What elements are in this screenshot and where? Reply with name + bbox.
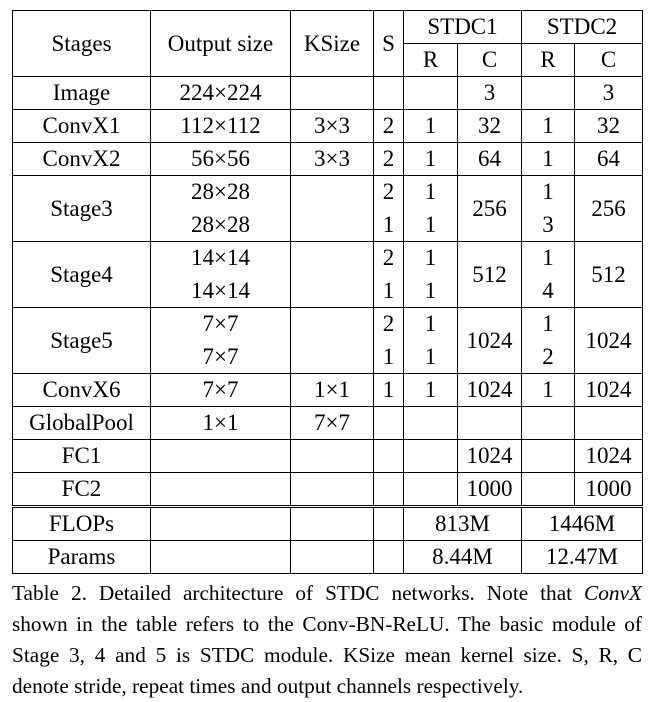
header-s: S — [374, 11, 404, 77]
c2-cell: 3 — [575, 77, 643, 110]
r1-cell — [404, 176, 458, 242]
r2-value: 4 — [542, 277, 554, 303]
header-c-stdc2: C — [575, 44, 643, 77]
output-value: 7×7 — [202, 311, 239, 336]
c2-cell: 256 — [575, 176, 643, 242]
stage-cell: ConvX2 — [13, 143, 151, 176]
r1-value: 1 — [424, 343, 437, 369]
c1-cell: 1000 — [458, 473, 522, 507]
stage-cell: FC2 — [13, 473, 151, 507]
output-cell — [151, 507, 291, 541]
r2-cell — [522, 473, 575, 507]
c2-cell: 1024 — [575, 440, 643, 473]
table-row — [13, 242, 643, 308]
c2-cell: 64 — [575, 143, 643, 176]
output-value: 14×14 — [191, 277, 250, 303]
output-value: 14×14 — [191, 245, 250, 270]
output-cell — [151, 440, 291, 473]
output-cell: 224×224 — [151, 77, 291, 110]
caption-text: Table 2. Detailed architecture of STDC networks. Note that — [12, 581, 585, 605]
table-row — [13, 77, 643, 110]
c2-cell: 1024 — [575, 308, 643, 374]
s-value: 2 — [382, 245, 395, 270]
ksize-cell — [291, 242, 374, 308]
r1-value: 1 — [424, 179, 437, 204]
header-row — [13, 11, 643, 44]
r2-value: 1 — [542, 245, 554, 270]
r1-value: 1 — [424, 211, 437, 237]
table-caption — [12, 578, 642, 702]
r1-cell: 1 — [404, 110, 458, 143]
stage-cell: Stage5 — [13, 308, 151, 374]
c1-cell: 1024 — [458, 374, 522, 407]
ksize-cell — [291, 541, 374, 574]
output-cell: 56×56 — [151, 143, 291, 176]
r2-cell — [522, 242, 575, 308]
r1-cell — [404, 77, 458, 110]
table-row — [13, 507, 643, 541]
stdc1-flops-cell: 813M — [404, 507, 522, 541]
c1-cell: 256 — [458, 176, 522, 242]
stdc2-params-cell: 12.47M — [522, 541, 643, 574]
s-cell — [374, 176, 404, 242]
ksize-cell — [291, 77, 374, 110]
s-value: 1 — [382, 277, 395, 303]
output-cell — [151, 473, 291, 507]
c1-cell: 1024 — [458, 308, 522, 374]
output-value: 28×28 — [191, 179, 250, 204]
r2-cell — [522, 407, 575, 440]
header-stages: Stages — [13, 11, 151, 77]
ksize-cell: 3×3 — [291, 143, 374, 176]
s-cell — [374, 242, 404, 308]
stage-cell: GlobalPool — [13, 407, 151, 440]
header-stdc2: STDC2 — [522, 11, 643, 44]
ksize-cell: 3×3 — [291, 110, 374, 143]
c1-cell: 32 — [458, 110, 522, 143]
figure — [12, 10, 642, 702]
output-cell — [151, 541, 291, 574]
ksize-cell — [291, 440, 374, 473]
c1-cell: 1024 — [458, 440, 522, 473]
table-row — [13, 110, 643, 143]
s-cell: 2 — [374, 110, 404, 143]
caption-text: shown in the table refers to the Conv-BN-ReLU. The basic module of Stage 3, 4 and 5 is STDC module. KSize mean kernel size. S, R, C denote stride, repeat times and output channels respectively. — [12, 612, 642, 698]
ksize-cell: 7×7 — [291, 407, 374, 440]
r1-cell — [404, 473, 458, 507]
s-cell — [374, 541, 404, 574]
r1-cell — [404, 308, 458, 374]
c1-cell: 64 — [458, 143, 522, 176]
ksize-cell — [291, 507, 374, 541]
output-cell — [151, 308, 291, 374]
r2-value: 2 — [542, 343, 554, 369]
table-row — [13, 440, 643, 473]
s-cell — [374, 440, 404, 473]
r1-cell — [404, 242, 458, 308]
table-row — [13, 407, 643, 440]
header-r-stdc2: R — [522, 44, 575, 77]
ksize-cell — [291, 176, 374, 242]
r2-value: 1 — [542, 179, 554, 204]
stage-cell: Stage4 — [13, 242, 151, 308]
c1-cell — [458, 407, 522, 440]
stage-cell: ConvX6 — [13, 374, 151, 407]
r2-cell: 1 — [522, 110, 575, 143]
s-cell — [374, 407, 404, 440]
s-cell — [374, 308, 404, 374]
c2-cell: 32 — [575, 110, 643, 143]
s-cell — [374, 473, 404, 507]
header-stdc1: STDC1 — [404, 11, 522, 44]
output-cell: 7×7 — [151, 374, 291, 407]
ksize-cell — [291, 308, 374, 374]
c1-cell: 512 — [458, 242, 522, 308]
header-c-stdc1: C — [458, 44, 522, 77]
r2-cell: 1 — [522, 143, 575, 176]
ksize-cell — [291, 473, 374, 507]
s-cell — [374, 507, 404, 541]
header-ksize: KSize — [291, 11, 374, 77]
header-r-stdc1: R — [404, 44, 458, 77]
c2-cell: 1024 — [575, 374, 643, 407]
r1-cell — [404, 407, 458, 440]
output-cell — [151, 242, 291, 308]
c1-cell: 3 — [458, 77, 522, 110]
stage-cell: ConvX1 — [13, 110, 151, 143]
s-value: 1 — [382, 211, 395, 237]
s-value: 2 — [382, 311, 395, 336]
output-cell: 1×1 — [151, 407, 291, 440]
table-row — [13, 473, 643, 507]
r2-cell — [522, 308, 575, 374]
s-value: 1 — [382, 343, 395, 369]
output-cell — [151, 176, 291, 242]
stdc1-params-cell: 8.44M — [404, 541, 522, 574]
ksize-cell: 1×1 — [291, 374, 374, 407]
s-cell: 1 — [374, 374, 404, 407]
table-row — [13, 374, 643, 407]
r2-value: 1 — [542, 311, 554, 336]
output-value: 28×28 — [191, 211, 250, 237]
header-output-size: Output size — [151, 11, 291, 77]
s-cell — [374, 77, 404, 110]
caption-emphasis: ConvX — [584, 581, 642, 605]
r1-cell: 1 — [404, 143, 458, 176]
stdc2-flops-cell: 1446M — [522, 507, 643, 541]
table-row — [13, 176, 643, 242]
s-value: 2 — [382, 179, 395, 204]
stage-cell: FLOPs — [13, 507, 151, 541]
r1-cell: 1 — [404, 374, 458, 407]
r1-value: 1 — [424, 277, 437, 303]
r1-cell — [404, 440, 458, 473]
stage-cell: Params — [13, 541, 151, 574]
stage-cell: FC1 — [13, 440, 151, 473]
c2-cell: 512 — [575, 242, 643, 308]
r1-value: 1 — [424, 311, 437, 336]
r2-cell — [522, 176, 575, 242]
stage-cell: Stage3 — [13, 176, 151, 242]
r2-value: 3 — [542, 211, 554, 237]
table-row — [13, 308, 643, 374]
table-row — [13, 143, 643, 176]
s-cell: 2 — [374, 143, 404, 176]
c2-cell: 1000 — [575, 473, 643, 507]
c2-cell — [575, 407, 643, 440]
architecture-table — [12, 10, 643, 574]
r2-cell: 1 — [522, 374, 575, 407]
r2-cell — [522, 77, 575, 110]
output-cell: 112×112 — [151, 110, 291, 143]
r2-cell — [522, 440, 575, 473]
r1-value: 1 — [424, 245, 437, 270]
table-row — [13, 541, 643, 574]
stage-cell: Image — [13, 77, 151, 110]
output-value: 7×7 — [202, 343, 239, 369]
